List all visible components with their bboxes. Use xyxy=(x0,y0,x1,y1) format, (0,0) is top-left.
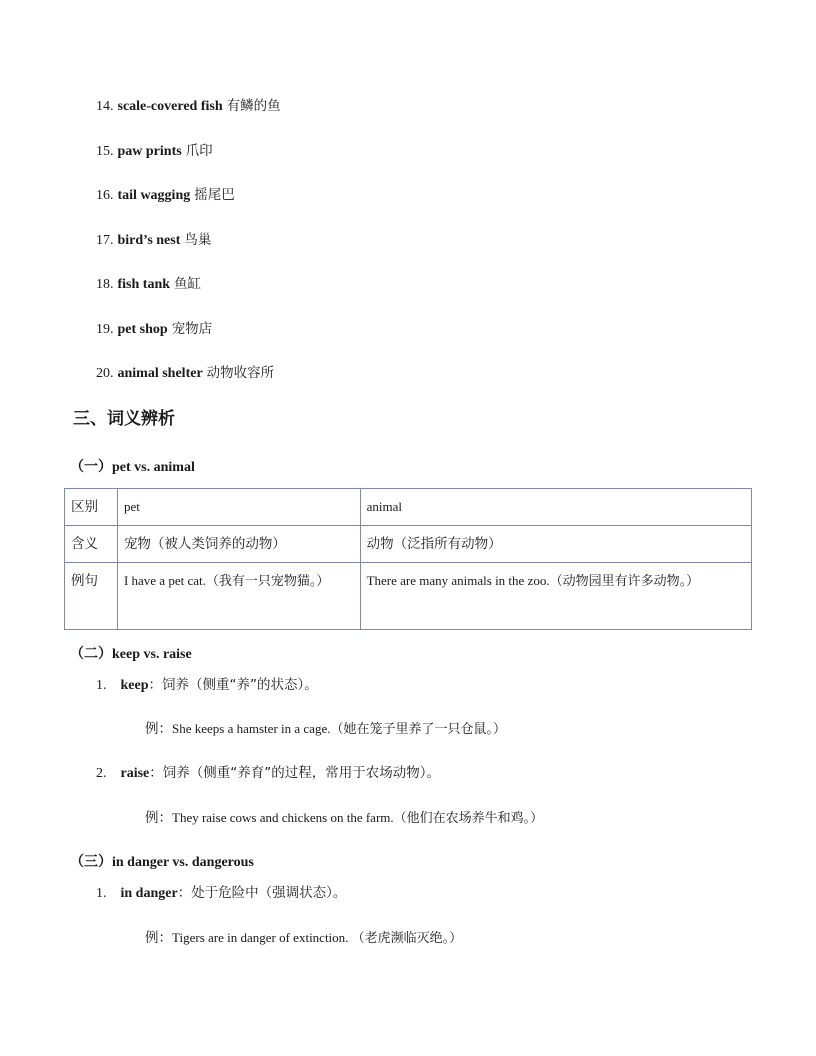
vocab-item: 18. fish tank 鱼缸 xyxy=(96,276,202,292)
vocab-item: 20. animal shelter 动物收容所 xyxy=(96,365,275,381)
table-cell: pet xyxy=(117,489,360,526)
vocab-item: 17. bird’s nest 鸟巢 xyxy=(96,232,212,248)
table-row xyxy=(65,526,752,563)
vocab-item: 16. tail wagging 摇尾巴 xyxy=(96,187,235,203)
vocab-item: 19. pet shop 宠物店 xyxy=(96,321,213,337)
list-item: 2. raise：饲养（侧重“养育”的过程，常用于农场动物）。 xyxy=(96,765,441,781)
comparison-table xyxy=(64,488,752,630)
table-cell: There are many animals in the zoo.（动物园里有许多动物。） xyxy=(360,563,751,630)
table-cell: 区别 xyxy=(65,489,118,526)
subsection-heading: （二）keep vs. raise xyxy=(70,646,192,662)
example-sentence: 例：She keeps a hamster in a cage.（她在笼子里养了一只仓鼠。） xyxy=(145,721,506,737)
table-cell: 宠物（被人类饲养的动物） xyxy=(117,526,360,563)
table-cell: I have a pet cat.（我有一只宠物猫。） xyxy=(117,563,360,630)
table-cell: 动物（泛指所有动物） xyxy=(360,526,751,563)
example-sentence: 例：They raise cows and chickens on the farm.（他们在农场养牛和鸡。） xyxy=(145,810,544,826)
table-cell: 含义 xyxy=(65,526,118,563)
list-item: 1. in danger：处于危险中（强调状态）。 xyxy=(96,885,347,901)
table-row xyxy=(65,489,752,526)
subsection-heading: （三）in danger vs. dangerous xyxy=(70,854,254,870)
example-sentence: 例：Tigers are in danger of extinction. （老虎濒临灭绝。） xyxy=(145,930,463,946)
vocab-item: 15. paw prints 爪印 xyxy=(96,143,213,159)
subsection-heading: （一）pet vs. animal xyxy=(70,459,195,475)
section-heading: 三、词义辨析 xyxy=(73,409,175,429)
table-cell: animal xyxy=(360,489,751,526)
list-item: 1. keep：饲养（侧重“养”的状态）。 xyxy=(96,677,318,693)
vocab-item: 14. scale-covered fish 有鳞的鱼 xyxy=(96,98,281,114)
table-cell: 例句 xyxy=(65,563,118,630)
table-row xyxy=(65,563,752,630)
